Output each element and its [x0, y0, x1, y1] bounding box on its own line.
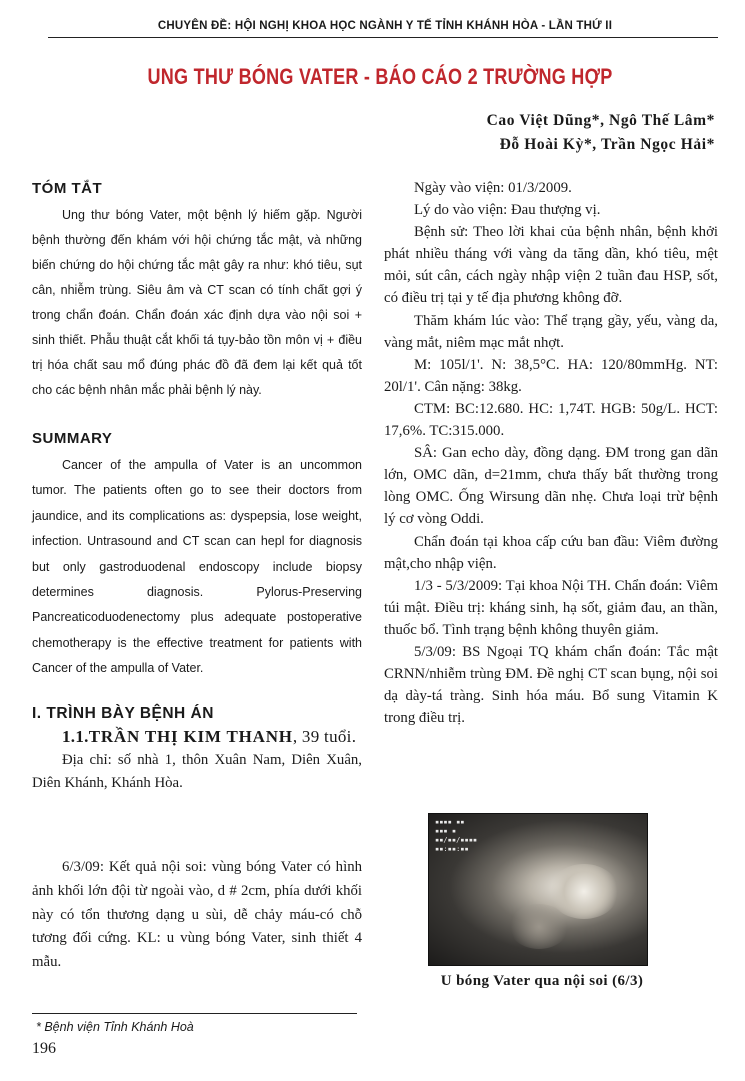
lesion-shadow	[509, 904, 569, 949]
initial-diagnosis: Chẩn đoán tại khoa cấp cứu ban đầu: Viêm đường mật,cho nhập viện.	[384, 533, 718, 572]
endoscopy-block	[32, 856, 362, 975]
authors-line-1: Cao Việt Dũng*, Ngô Thế Lâm*	[486, 112, 715, 129]
admission-reason: Lý do vào viện: Đau thượng vị.	[414, 202, 601, 219]
footnote-rule	[32, 1013, 357, 1014]
photo-stamp: ▪▪▪▪ ▪▪ ▪▪▪ ▪ ▪▪/▪▪/▪▪▪▪ ▪▪:▪▪:▪▪	[435, 818, 478, 853]
authors-line-2: Đỗ Hoài Kỳ*, Trần Ngọc Hải*	[499, 136, 715, 153]
endoscopy-image	[428, 813, 648, 966]
case-heading	[32, 727, 362, 747]
section-heading: I. TRÌNH BÀY BỆNH ÁN	[32, 705, 214, 722]
case-name: TRẦN THỊ KIM THANH	[88, 727, 293, 746]
article-title: UNG THƯ BÓNG VATER - BÁO CÁO 2 TRƯỜNG HỢP	[147, 64, 613, 89]
ultrasound-findings: SÂ: Gan echo dày, đồng dạng. ĐM trong gan dãn lớn, OMC dãn, d=21mm, chưa thấy bất thường trong lòng OMC. Ống Wirsung dãn nhẹ. Chưa loại trừ bệnh lý cơ vòng Oddi.	[384, 445, 718, 528]
figure-caption: U bóng Vater qua nội soi (6/3)	[440, 973, 644, 989]
vital-signs: M: 105l/1'. N: 38,5°C. HA: 120/80mmHg. NT: 20l/1'. Cân nặng: 38kg.	[384, 356, 718, 395]
affiliation-footnote: * Bệnh viện Tỉnh Khánh Hoà	[36, 1020, 194, 1034]
summary-text: Cancer of the ampulla of Vater is an uncommon tumor. The patients often go to see their doctors from jaundice, and its complications as: dyspepsia, lose weight, infection. Untrasound and CT scan can hepl for diagnosis but only gastroduodenal endoscopy include biopsy determines diagnosis. Pylorus-Preserving Pancreaticoduodenectomy plus adequate postoperative chemotherapy is the effective treatment for patients with Cancer of the ampulla of Vater.	[32, 458, 362, 676]
header-rule	[48, 37, 718, 38]
summary-heading: SUMMARY	[32, 430, 113, 447]
endoscopy-result: 6/3/09: Kết quả nội soi: vùng bóng Vater có hình ảnh khối lớn đội từ ngoài vào, d # 2cm, phía dưới khối này có tổn thương dạng u sùi, dễ chảy máu-có chỗ tương đối cứng. KL: u vùng bóng Vater, sinh thiết 4 mẫu.	[32, 859, 362, 971]
abstract-text: Ung thư bóng Vater, một bệnh lý hiếm gặp. Người bệnh thường đến khám với hội chứng tắc mật, và những biến chứng do hội chứng tắc mật gây ra như: khó tiêu, sụt cân, nhiễm trùng. Siêu âm và CT scan có tính chất gợi ý trong chẩn đoán. Chẩn đoán xác định dựa vào nội soi + sinh thiết. Phẫu thuật cắt khối tá tụy-bảo tồn môn vị + điều trị hóa chất sau mổ đúng phác đồ đã đem lại kết quả tốt cho các bệnh nhân mắc phải bệnh lý này.	[32, 208, 362, 397]
summary-en	[32, 430, 362, 682]
internal-medicine-course: 1/3 - 5/3/2009: Tại khoa Nội TH. Chẩn đoán: Viêm túi mật. Điều trị: kháng sinh, hạ sốt, giảm đau, an thần, thuốc bổ. Tình trạng bệnh không thuyên giảm.	[384, 577, 718, 638]
running-header: CHUYÊN ĐỀ: HỘI NGHỊ KHOA HỌC NGÀNH Y TẾ TỈNH KHÁNH HÒA - LẦN THỨ II	[157, 20, 613, 32]
medical-history: Bệnh sử: Theo lời khai của bệnh nhân, bệnh khởi phát nhiều tháng với vàng da tăng dần, khó tiêu, mệt mỏi, sút cân, cách ngày nhập viện 2 tuần đau HSP, sốt, có điều trị tại y tế địa phương không đỡ.	[384, 224, 718, 307]
abstract-vi	[32, 180, 362, 403]
case-address: Địa chỉ: số nhà 1, thôn Xuân Nam, Diên Xuân, Diên Khánh, Khánh Hòa.	[32, 752, 362, 792]
case-age: , 39 tuổi.	[292, 727, 357, 746]
case-section	[32, 705, 362, 795]
admission-date: Ngày vào viện: 01/3/2009.	[414, 180, 572, 196]
surgery-consult: 5/3/09: BS Ngoại TQ khám chẩn đoán: Tắc mật CRNN/nhiễm trùng ĐM. Đề nghị CT scan bụng, nội soi dạ dày-tá tràng. Sinh hóa máu. Bổ sung Vitamin K trong điều trị.	[384, 643, 718, 727]
lab-results: CTM: BC:12.680. HC: 1,74T. HGB: 50g/L. HCT: 17,6%. TC:315.000.	[384, 400, 718, 440]
physical-exam: Thăm khám lúc vào: Thể trạng gầy, yếu, vàng da, vàng mắt, niêm mạc mắt nhợt.	[384, 312, 718, 351]
abstract-heading: TÓM TẮT	[32, 180, 103, 197]
page-number: 196	[32, 1040, 56, 1057]
right-column	[384, 177, 718, 729]
case-number: 1.1.	[62, 727, 89, 746]
